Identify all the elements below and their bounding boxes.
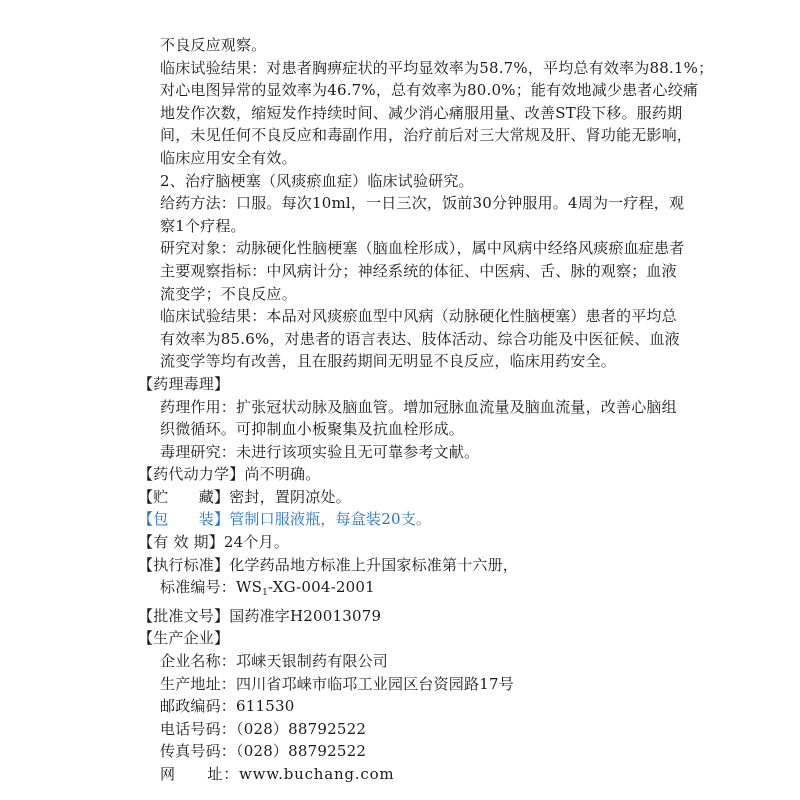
text-line: 企业名称：邛崃天银制药有限公司 [160, 652, 389, 671]
text-line: 【药代动力学】尚不明确。 [138, 465, 321, 484]
text-line: 2、治疗脑梗塞（风痰瘀血症）临床试验研究。 [160, 171, 474, 190]
text-line: 药理作用：扩张冠状动脉及脑血管。增加冠脉血流量及脑血流量，改善心脑组 [160, 397, 677, 416]
text-line: 【执行标准】化学药品地方标准上升国家标准第十六册， [138, 555, 519, 574]
text-line: 流变学；不良反应。 [160, 284, 297, 303]
text-line: 不良反应观察。 [160, 36, 267, 54]
text-line: 毒理研究：未进行该项实验且无可靠参考文献。 [160, 442, 480, 461]
text-line: 【有 效 期】24个月。 [138, 533, 290, 552]
text-line: 察1个疗程。 [160, 216, 246, 235]
text-line: 【药理毒理】 [138, 374, 230, 393]
text-line: 织微循环。可抑制血小板聚集及抗血栓形成。 [160, 420, 465, 439]
text-line: 给药方法：口服。每次10ml，一日三次，饭前30分钟服用。4周为一疗程，观 [160, 194, 685, 213]
document-page [138, 34, 714, 786]
text-line: 【包 装】管制口服液瓶，每盒装20支。 [138, 510, 432, 529]
text-line: 临床试验结果：本品对风痰瘀血型中风病（动脉硬化性脑梗塞）患者的平均总 [160, 307, 677, 326]
text-line: 临床试验结果：对患者胸痹症状的平均显效率为58.7%，平均总有效率为88.1%； [160, 58, 714, 77]
text-line: 邮政编码：611530 [160, 697, 295, 716]
text-line: 网 址：www.buchang.com [160, 765, 395, 783]
text-line: 传真号码：（028）88792522 [160, 742, 367, 761]
text-line: 间，未见任何不良反应和毒副作用，治疗前后对三大常规及肝、肾功能无影响， [160, 126, 693, 145]
text-line: 有效率为85.6%，对患者的语言表达、肢体活动、综合功能及中医征候、血液 [160, 329, 680, 348]
text-line: 主要观察指标：中风病计分；神经系统的体征、中医病、舌、脉的观察；血液 [160, 261, 677, 280]
text-line: 【生产企业】 [138, 629, 230, 648]
text-line: 电话号码：（028）88792522 [160, 719, 367, 738]
text-line: 地发作次数，缩短发作持续时间、减少消心痛服用量、改善ST段下移。服药期 [160, 103, 683, 122]
text-line: 生产地址：四川省邛崃市临邛工业园区台资园路17号 [160, 674, 514, 693]
standard-number-prefix: WS [236, 578, 263, 597]
text-line: 流变学等均有改善，且在服药期间无明显不良反应，临床用药安全。 [160, 352, 617, 371]
text-line: 对心电图异常的显效率为46.7%，总有效率为80.0%；能有效地减少患者心绞痛 [160, 81, 699, 100]
text-line: 【贮 藏】密封，置阴凉处。 [138, 487, 351, 506]
document-body [138, 34, 714, 786]
text-line: 临床应用安全有效。 [160, 148, 297, 167]
standard-number-subscript: 1 [262, 588, 269, 599]
standard-number-label: 标准编号： [160, 578, 237, 597]
text-line: 【批准文号】国药准字H20013079 [138, 606, 382, 625]
standard-number-line [138, 576, 668, 605]
text-line: 研究对象：动脉硬化性脑梗塞（脑血栓形成），属中风病中经络风痰瘀血症患者 [160, 239, 685, 258]
standard-number-suffix: -XG-004-2001 [268, 578, 375, 597]
